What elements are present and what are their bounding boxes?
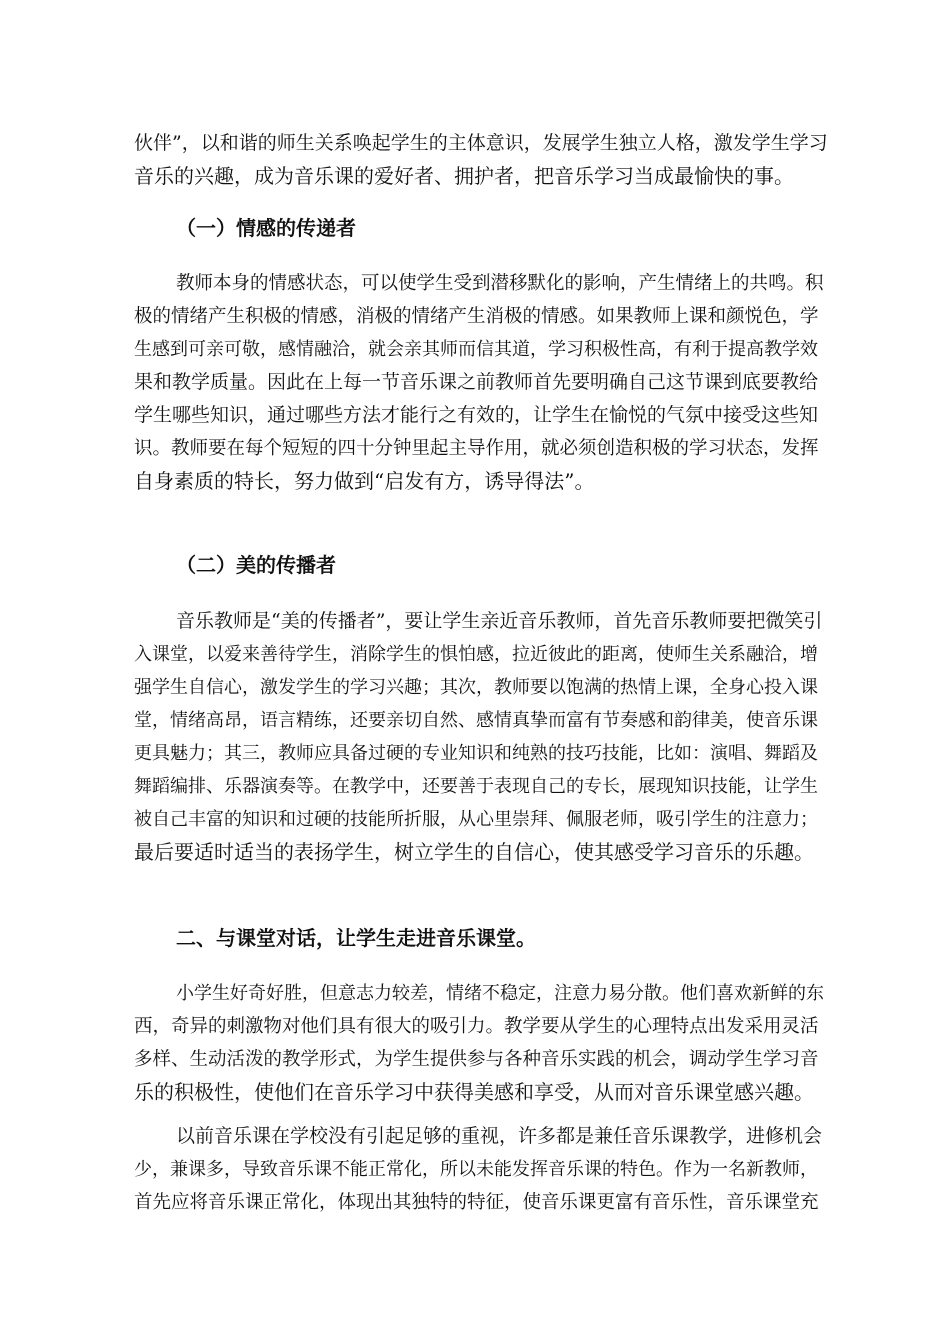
text-line: 音乐教师是“美的传播者”，要让学生亲近音乐教师，首先音乐教师要把微笑引	[176, 610, 823, 632]
text-line: 乐的积极性，使他们在音乐学习中获得美感和享受，从而对音乐课堂感兴趣。	[134, 1080, 814, 1104]
continuation-paragraph	[134, 127, 834, 193]
text-line: 伙伴”，以和谐的师生关系唤起学生的主体意识，发展学生独立人格，激发学生学习	[134, 132, 828, 154]
section-heading-emotion: （一）情感的传递者	[176, 216, 356, 240]
text-line: 被自己丰富的知识和过硬的技能所折服，从心里崇拜、佩服老师，吸引学生的注意力；	[134, 809, 818, 830]
text-line: 多样、生动活泼的教学形式，为学生提供参与各种音乐实践的机会，调动学生学习音	[134, 1049, 819, 1070]
text-line: 首先应将音乐课正常化，体现出其独特的特征，使音乐课更富有音乐性，音乐课堂充	[134, 1192, 819, 1213]
text-line: 舞蹈编排、乐器演奏等。在教学中，还要善于表现自己的专长，展现知识技能，让学生	[134, 776, 818, 797]
text-line: 果和教学质量。因此在上每一节音乐课之前教师首先要明确自己这节课到底要教给	[134, 371, 819, 393]
text-line: 堂，情绪高昂，语言精练，还要亲切自然、感情真挚而富有节奏感和韵律美，使音乐课	[134, 710, 818, 731]
section-heading-beauty: （二）美的传播者	[176, 553, 336, 577]
part-two-heading: 二、与课堂对话，让学生走进音乐课堂。	[176, 926, 536, 950]
paragraph-beauty	[134, 605, 834, 869]
text-line: 极的情绪产生积极的情感，消极的情绪产生消极的情感。如果教师上课和颜悦色，学	[134, 306, 819, 327]
text-line: 以前音乐课在学校没有引起足够的重视，许多都是兼任音乐课教学，进修机会	[176, 1125, 823, 1147]
text-line: 识。教师要在每个短短的四十分钟里起主导作用，就必须创造积极的学习状态，发挥	[134, 438, 819, 459]
text-line: 强学生自信心，激发学生的学习兴趣；其次，教师要以饱满的热情上课，全身心投入课	[134, 677, 818, 698]
text-line: 学生哪些知识，通过哪些方法才能行之有效的，让学生在愉悦的气氛中接受这些知	[134, 404, 819, 426]
text-line: 入课堂，以爱来善待学生，消除学生的惧怕感，拉近彼此的距离，使师生关系融洽，增	[134, 644, 818, 665]
text-line: 西，奇异的刺激物对他们具有很大的吸引力。教学要从学生的心理特点出发采用灵活	[134, 1016, 819, 1037]
text-line: 最后要适时适当的表扬学生，树立学生的自信心，使其感受学习音乐的乐趣。	[134, 840, 814, 864]
text-line: 少，兼课多，导致音乐课不能正常化，所以未能发挥音乐课的特色。作为一名新教师，	[134, 1159, 818, 1180]
paragraph-part-two-2	[134, 1120, 834, 1219]
paragraph-part-two-1	[134, 977, 834, 1109]
text-line: 自身素质的特长，努力做到“启发有方，诱导得法”。	[134, 469, 595, 493]
text-line: 音乐的兴趣，成为音乐课的爱好者、拥护者，把音乐学习当成最愉快的事。	[134, 164, 794, 188]
text-line: 小学生好奇好胜，但意志力较差，情绪不稳定，注意力易分散。他们喜欢新鲜的东	[176, 983, 824, 1004]
text-line: 生感到可亲可敬，感情融洽，就会亲其师而信其道，学习积极性高，有利于提高教学效	[134, 339, 818, 360]
text-line: 更具魅力；其三，教师应具备过硬的专业知识和纯熟的技巧技能，比如：演唱、舞蹈及	[134, 743, 818, 764]
text-line: 教师本身的情感状态，可以使学生受到潜移默化的影响，产生情绪上的共鸣。积	[176, 273, 824, 294]
paragraph-emotion	[134, 267, 834, 498]
